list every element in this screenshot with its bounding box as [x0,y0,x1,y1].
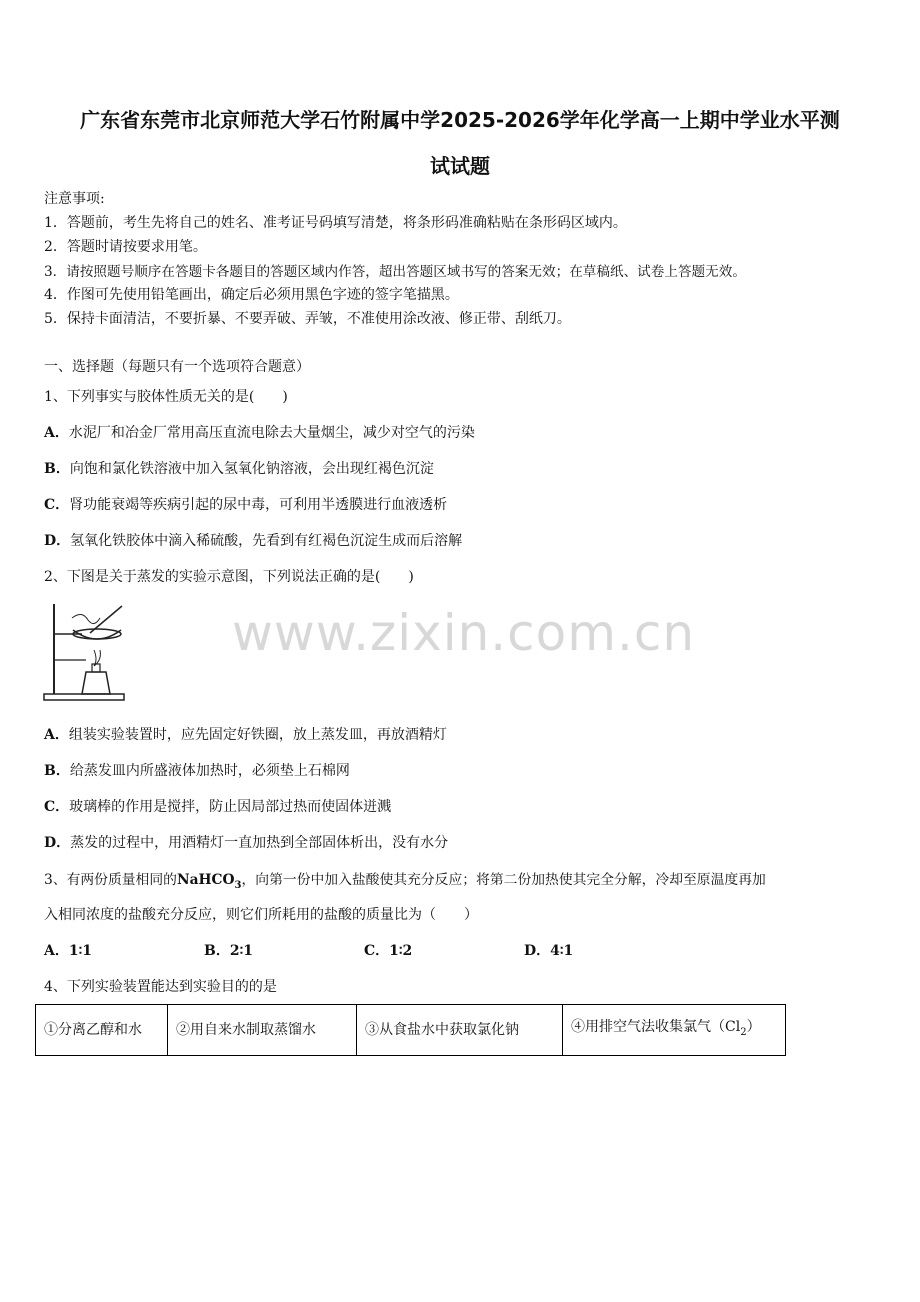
option-text: 给蒸发皿内所盛液体加热时，必须垫上石棉网 [69,763,350,779]
question-3-stem-line2: 入相同浓度的盐酸充分反应，则它们所耗用的盐酸的质量比为（ ） [44,907,478,923]
option-text: 向饱和氯化铁溶液中加入氢氧化钠溶液，会出现红褐色沉淀 [69,461,434,477]
q3-formula: NaHCO [176,872,235,888]
option-text: 氢氧化铁胶体中滴入稀硫酸，先看到有红褐色沉淀生成而后溶解 [70,533,463,549]
option-text: 1∶2 [389,943,413,959]
q3-option-d [524,940,573,960]
note-item: 5．保持卡面清洁，不要折暴、不要弄破、弄皱，不准使用涂改液、修正带、刮纸刀。 [44,311,571,327]
q3-formula-sub: 3 [234,879,242,891]
option-text: 组装实验装置时，应先固定好铁圈，放上蒸发皿，再放酒精灯 [68,727,447,743]
watermark: www.zixin.com.cn [232,604,696,662]
option-text: 玻璃棒的作用是搅拌，防止因局部过热而使固体迸溅 [69,799,392,815]
exam-title-line1: 广东省东莞市北京师范大学石竹附属中学2025-2026学年化学高一上期中学业水平测 [80,108,840,132]
q3-stem-post: ，向第一份中加入盐酸使其充分反应；将第二份加热使其完全分解，冷却至原温度再加 [241,872,766,888]
cell-text: ④用排空气法收集氯气（Cl [571,1019,741,1035]
q2-option-c [44,796,391,816]
option-letter: A． [44,727,69,743]
option-letter: B． [44,461,70,477]
note-item: 3．请按照题号顺序在答题卡各题目的答题区域内作答，超出答题区域书写的答案无效；在草稿纸、试卷上答题无效。 [44,264,746,280]
option-letter: B． [44,763,70,779]
q2-option-a [44,724,447,744]
option-text: 4∶1 [550,943,574,959]
option-text: 2∶1 [229,943,253,959]
q2-option-d [44,832,448,852]
q3-stem-pre: 3、有两份质量相同的 [44,872,177,888]
notes-heading: 注意事项: [44,191,105,207]
cell-end: ） [746,1019,761,1035]
table-cell: ③从食盐水中获取氯化钠 [357,1005,563,1056]
table-cell: ①分离乙醇和水 [36,1005,168,1056]
q1-option-b [44,458,434,478]
question-3-stem [44,868,766,891]
question-4-stem: 4、下列实验装置能达到实验目的的是 [44,979,277,995]
option-text: 肾功能衰竭等疾病引起的尿中毒，可利用半透膜进行血液透析 [69,497,448,513]
note-item: 4．作图可先使用铅笔画出，确定后必须用黑色字迹的签字笔描黑。 [44,287,459,303]
question-2-stem: 2、下图是关于蒸发的实验示意图，下列说法正确的是( ) [44,569,414,585]
q2-option-b [44,760,350,780]
option-text: 水泥厂和冶金厂常用高压直流电除去大量烟尘，减少对空气的污染 [68,425,475,441]
cell-sub: 2 [740,1026,747,1038]
q1-option-a [44,422,475,442]
q3-option-c [364,940,412,960]
option-letter: C． [44,799,70,815]
evaporation-apparatus-figure [42,600,128,704]
option-letter: A． [44,425,69,441]
option-text: 蒸发的过程中，用酒精灯一直加热到全部固体析出，没有水分 [70,835,449,851]
option-letter: C． [364,943,390,959]
option-text: 1∶1 [68,943,93,959]
option-letter: C． [44,497,70,513]
q3-option-a [44,940,92,960]
table-row [36,1005,786,1056]
option-letter: D． [44,835,71,851]
q4-options-table [35,1004,786,1056]
option-letter: B． [204,943,230,959]
note-item: 2．答题时请按要求用笔。 [44,239,207,255]
note-item: 1．答题前，考生先将自己的姓名、准考证号码填写清楚，将条形码准确粘贴在条形码区域内。 [44,215,627,231]
q1-option-c [44,494,447,514]
section-heading: 一、选择题（每题只有一个选项符合题意） [44,359,310,375]
q3-option-b [204,940,253,960]
option-letter: D． [524,943,551,959]
option-letter: D． [44,533,71,549]
exam-title-line2: 试试题 [430,154,490,178]
q1-option-d [44,530,462,550]
table-cell [563,1005,786,1056]
question-1-stem: 1、下列事实与胶体性质无关的是( ) [44,389,288,405]
table-cell: ②用自来水制取蒸馏水 [168,1005,357,1056]
option-letter: A． [44,943,69,959]
